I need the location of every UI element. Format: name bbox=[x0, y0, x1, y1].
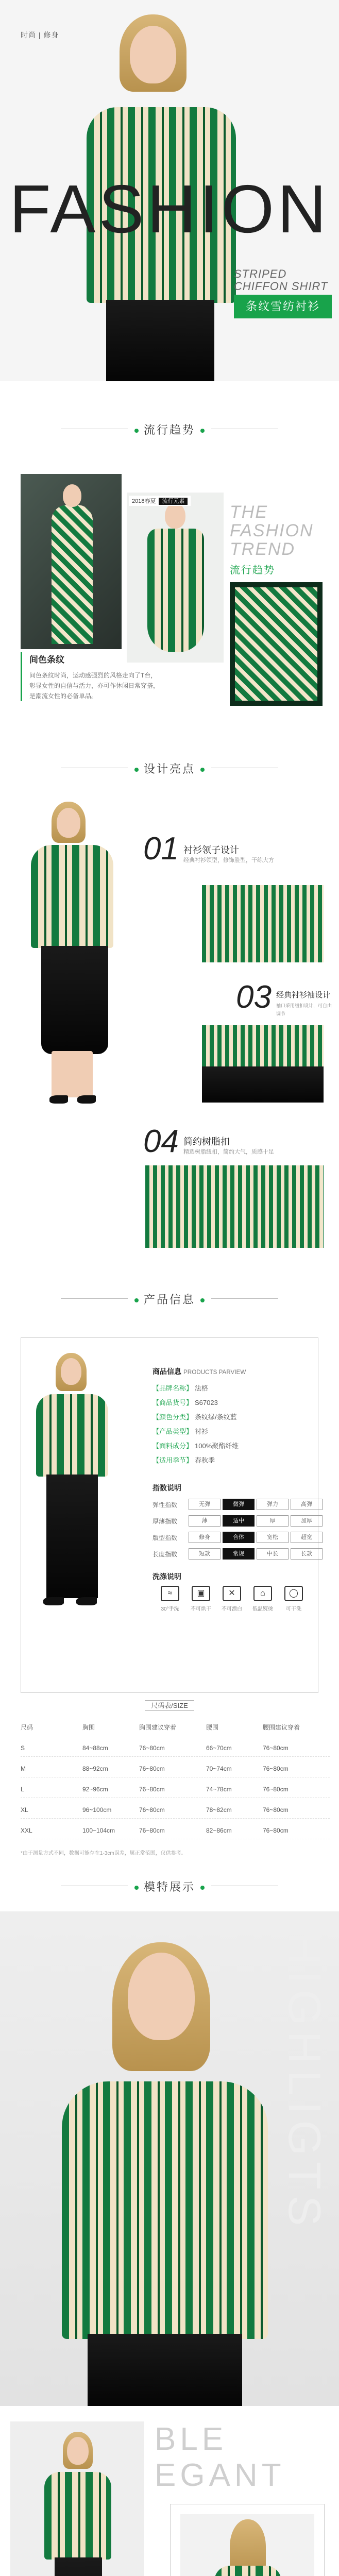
show-model-pants bbox=[88, 2334, 242, 2406]
trend-big-line2: FASHION bbox=[230, 521, 314, 540]
trend-box-line: 间色条纹时尚，运动感强烈的风格走向了T台， bbox=[29, 672, 157, 679]
size-cell: 78~82cm bbox=[206, 1806, 232, 1814]
bullet-icon bbox=[200, 1886, 205, 1890]
size-table-row bbox=[21, 1760, 330, 1777]
product-attr-row bbox=[152, 1412, 237, 1421]
runway-photo bbox=[21, 474, 122, 649]
size-table-title-text: 尺码表/SIZE bbox=[145, 1700, 194, 1711]
size-cell: 70~74cm bbox=[206, 1765, 232, 1772]
size-cell: XXL bbox=[21, 1827, 32, 1834]
show-elegant-line2: EGANT bbox=[155, 2458, 285, 2493]
trend-box-line: 彰显女性的自信与活力，亦可作休闲日常穿搭， bbox=[29, 682, 160, 689]
trend-tag-badge: 流行元素 bbox=[159, 498, 188, 505]
product-attr-key: 【面料成分】 bbox=[152, 1442, 193, 1450]
size-note: *由于测量方式不同，数据可能存在1-3cm误差，属正常范围，仅供参考。 bbox=[21, 1851, 187, 1856]
size-cell: 76~80cm bbox=[139, 1827, 165, 1834]
show-photo-back bbox=[180, 2514, 314, 2576]
care-label: 低温熨烫 bbox=[252, 1606, 273, 1612]
no-bleach-icon: ✕ bbox=[223, 1586, 241, 1601]
size-cell: 88~92cm bbox=[82, 1765, 108, 1772]
size-header-cell: 腰围建议穿着 bbox=[263, 1724, 300, 1731]
hero-sub-en-line1: STRIPED bbox=[234, 267, 287, 280]
size-cell: XL bbox=[21, 1806, 28, 1814]
care-label: 不可漂白 bbox=[222, 1606, 242, 1612]
index-cell-selected: 合体 bbox=[223, 1532, 255, 1543]
product-model-pants bbox=[46, 1475, 98, 1598]
street-model-face bbox=[165, 503, 185, 529]
index-cell: 长款 bbox=[291, 1548, 323, 1560]
design-desc-01: 经典衬衫领型，修饰脸型，干练大方 bbox=[183, 857, 274, 863]
design-model-shirt bbox=[31, 845, 113, 948]
sleeve-fabric bbox=[202, 1025, 324, 1066]
runway-model-face bbox=[63, 484, 81, 507]
product-attr-value: 衬衫 bbox=[195, 1428, 209, 1435]
trend-cn-label: 流行趋势 bbox=[230, 565, 275, 576]
iron-low-icon: ⌂ bbox=[253, 1586, 272, 1601]
section-show-header bbox=[0, 1875, 339, 1896]
divider-line bbox=[211, 1298, 278, 1299]
size-cell: 82~86cm bbox=[206, 1827, 232, 1834]
design-title-04: 简约树脂扣 bbox=[183, 1137, 230, 1147]
size-cell: 76~80cm bbox=[263, 1827, 289, 1834]
index-cell: 弹力 bbox=[257, 1499, 289, 1510]
index-row-label: 长度指数 bbox=[152, 1551, 178, 1558]
street-dress bbox=[147, 529, 204, 652]
size-cell: 84~88cm bbox=[82, 1744, 108, 1752]
size-table-row bbox=[21, 1822, 330, 1839]
product-attr-value: 春秋季 bbox=[195, 1456, 215, 1464]
index-row-label: 厚薄指数 bbox=[152, 1518, 178, 1525]
product-attr-value: S67023 bbox=[195, 1399, 218, 1406]
hero-sub-cn-badge: 条纹雪纺衬衫 bbox=[234, 295, 332, 318]
street-photo bbox=[127, 493, 224, 663]
section-title-text: 设计亮点 bbox=[143, 762, 195, 775]
hand-wash-icon: ≈ bbox=[161, 1586, 179, 1601]
hero-model-pants bbox=[106, 300, 214, 381]
index-cell-selected: 微弹 bbox=[223, 1499, 255, 1510]
size-cell: 76~80cm bbox=[139, 1765, 165, 1772]
product-attr-value: 100%聚酯纤维 bbox=[195, 1442, 239, 1450]
bullet-icon bbox=[134, 768, 139, 772]
product-attr-value: 法格 bbox=[195, 1384, 209, 1392]
design-model-shoe bbox=[49, 1095, 68, 1104]
design-model-legs bbox=[52, 1051, 93, 1097]
bullet-icon bbox=[200, 768, 205, 772]
product-attr-row bbox=[152, 1383, 208, 1393]
index-cell: 宽松 bbox=[257, 1532, 289, 1543]
size-cell: 76~80cm bbox=[263, 1806, 289, 1814]
size-cell: M bbox=[21, 1765, 26, 1772]
index-cell: 超宽 bbox=[291, 1532, 323, 1543]
design-desc-04: 精选树脂纽扣，简约大气，质感十足 bbox=[183, 1149, 274, 1155]
hero-sub-en-line2: CHIFFON SHIRT bbox=[234, 280, 328, 293]
size-header-cell: 尺码 bbox=[21, 1724, 33, 1731]
size-cell: S bbox=[21, 1744, 25, 1752]
section-title-text: 产品信息 bbox=[143, 1293, 195, 1306]
collar-detail-photo bbox=[202, 885, 324, 962]
show-front-pants bbox=[55, 2557, 102, 2576]
index-cell: 高弹 bbox=[291, 1499, 323, 1510]
design-model-pants bbox=[41, 946, 108, 1054]
product-model-shoe bbox=[43, 1597, 64, 1605]
sleeve-detail-photo bbox=[202, 1025, 324, 1103]
care-label: 30°手洗 bbox=[161, 1606, 179, 1612]
hero-section bbox=[0, 0, 339, 381]
index-cell: 短款 bbox=[189, 1548, 221, 1560]
care-label: 可干洗 bbox=[286, 1606, 301, 1612]
design-desc-03: 袖口采用纽扣设计，可自由调节 bbox=[276, 1003, 332, 1016]
no-tumble-dry-icon: ▣ bbox=[192, 1586, 210, 1601]
section-title-text: 模特展示 bbox=[143, 1880, 195, 1893]
product-attr-key: 【商品货号】 bbox=[152, 1399, 193, 1406]
size-table-title bbox=[0, 1700, 339, 1710]
trend-big-text bbox=[230, 503, 314, 558]
design-num-04: 04 bbox=[143, 1124, 179, 1159]
index-cell: 修身 bbox=[189, 1532, 221, 1543]
size-cell: 74~78cm bbox=[206, 1786, 232, 1793]
index-cell: 中长 bbox=[257, 1548, 289, 1560]
section-title bbox=[0, 1291, 339, 1307]
design-title-03: 经典衬衫袖设计 bbox=[276, 991, 331, 999]
section-title bbox=[0, 1878, 339, 1894]
trend-big-line3: TREND bbox=[230, 539, 296, 559]
index-cell: 加厚 bbox=[291, 1515, 323, 1527]
size-cell: 66~70cm bbox=[206, 1744, 232, 1752]
size-table-header bbox=[21, 1718, 330, 1735]
design-title-01: 衬衫领子设计 bbox=[183, 845, 239, 855]
show-vertical-text-1: HIGHLIGTS bbox=[279, 1932, 330, 2232]
bullet-icon bbox=[134, 429, 139, 433]
product-attr-row bbox=[152, 1440, 239, 1450]
size-cell: 92~96cm bbox=[82, 1786, 108, 1793]
size-cell: L bbox=[21, 1786, 24, 1793]
index-cell: 厚 bbox=[257, 1515, 289, 1527]
index-cell: 无弹 bbox=[189, 1499, 221, 1510]
hero-model-face bbox=[130, 26, 176, 83]
index-cell-selected: 适中 bbox=[223, 1515, 255, 1527]
index-row-label: 弹性指数 bbox=[152, 1501, 178, 1509]
design-num-03: 03 bbox=[236, 979, 272, 1015]
show-elegant-line1: BLE bbox=[155, 2421, 228, 2457]
product-attr-key: 【品牌名称】 bbox=[152, 1384, 193, 1392]
hero-sub-en bbox=[234, 268, 328, 293]
bullet-icon bbox=[200, 1298, 205, 1302]
design-num-01: 01 bbox=[143, 831, 179, 867]
section-product-header bbox=[0, 1288, 339, 1309]
product-attr-row bbox=[152, 1397, 218, 1407]
size-header-cell: 胸围 bbox=[82, 1724, 95, 1731]
bullet-icon bbox=[134, 1298, 139, 1302]
care-label: 不可烘干 bbox=[191, 1606, 211, 1612]
section-design-header bbox=[0, 757, 339, 778]
size-cell: 76~80cm bbox=[263, 1786, 289, 1793]
trend-box-line: 是潮流女性的必备单品。 bbox=[29, 692, 98, 700]
trend-box-title: 间色条纹 bbox=[29, 655, 64, 665]
size-table-row bbox=[21, 1801, 330, 1819]
product-attr-key: 【产品类型】 bbox=[152, 1428, 193, 1435]
bullet-icon bbox=[134, 1886, 139, 1890]
index-cell: 薄 bbox=[189, 1515, 221, 1527]
show-front-shirt bbox=[44, 2472, 111, 2560]
runway-outfit bbox=[52, 505, 93, 644]
product-attr-key: 【适用季节】 bbox=[152, 1456, 193, 1464]
section-trend-header bbox=[0, 418, 339, 439]
product-info-title-en: PRODUCTS PARVIEW bbox=[183, 1369, 246, 1376]
product-attr-row bbox=[152, 1426, 208, 1436]
trend-tag-text: 2018春夏 bbox=[132, 498, 156, 504]
trend-big-line1: THE bbox=[230, 502, 268, 522]
product-attr-key: 【颜色分类】 bbox=[152, 1413, 193, 1421]
trend-tag bbox=[129, 496, 191, 506]
size-cell: 96~100cm bbox=[82, 1806, 112, 1814]
hero-fashion-word: FASHION bbox=[9, 171, 330, 247]
care-title: 洗涤说明 bbox=[152, 1572, 181, 1581]
handbag-photo bbox=[230, 582, 323, 706]
size-cell: 76~80cm bbox=[263, 1765, 289, 1772]
design-model-shoe bbox=[77, 1095, 96, 1104]
index-row-label: 版型指数 bbox=[152, 1534, 178, 1541]
product-attr-value: 条纹绿/条纹蓝 bbox=[195, 1413, 237, 1421]
index-title: 指数说明 bbox=[152, 1484, 181, 1492]
size-table-row bbox=[21, 1781, 330, 1798]
product-info-title bbox=[152, 1366, 246, 1377]
product-attr-row bbox=[152, 1455, 215, 1465]
size-table-row bbox=[21, 1739, 330, 1757]
size-header-cell: 胸围建议穿着 bbox=[139, 1724, 177, 1731]
size-cell: 100~104cm bbox=[82, 1827, 115, 1834]
index-cell-selected: 常规 bbox=[223, 1548, 255, 1560]
sleeve-pants bbox=[202, 1066, 324, 1103]
product-info-title-cn: 商品信息 bbox=[152, 1367, 181, 1376]
section-title bbox=[0, 421, 339, 437]
section-title bbox=[0, 760, 339, 776]
bullet-icon bbox=[200, 429, 205, 433]
design-model-face bbox=[57, 808, 80, 838]
show-model-face bbox=[128, 1953, 195, 2040]
show-photo-large bbox=[0, 1911, 339, 2406]
size-cell: 76~80cm bbox=[263, 1744, 289, 1752]
show-front-face bbox=[67, 2437, 89, 2465]
product-model-face bbox=[61, 1358, 81, 1385]
button-detail-photo bbox=[145, 1165, 324, 1248]
show-photo-front bbox=[10, 2421, 144, 2576]
product-model-shoe bbox=[76, 1597, 97, 1605]
size-header-cell: 腰围 bbox=[206, 1724, 219, 1731]
hero-tagline: 时尚 | 修身 bbox=[21, 31, 59, 39]
show-model-shirt bbox=[62, 2081, 268, 2339]
size-cell: 76~80cm bbox=[139, 1744, 165, 1752]
dry-clean-icon: ◯ bbox=[284, 1586, 303, 1601]
product-model-shirt bbox=[36, 1394, 108, 1477]
trend-description-box bbox=[21, 652, 227, 701]
size-cell: 76~80cm bbox=[139, 1786, 165, 1793]
section-title-text: 流行趋势 bbox=[143, 423, 195, 436]
show-elegant-text bbox=[155, 2421, 285, 2494]
show-back-shirt bbox=[214, 2566, 281, 2576]
size-cell: 76~80cm bbox=[139, 1806, 165, 1814]
